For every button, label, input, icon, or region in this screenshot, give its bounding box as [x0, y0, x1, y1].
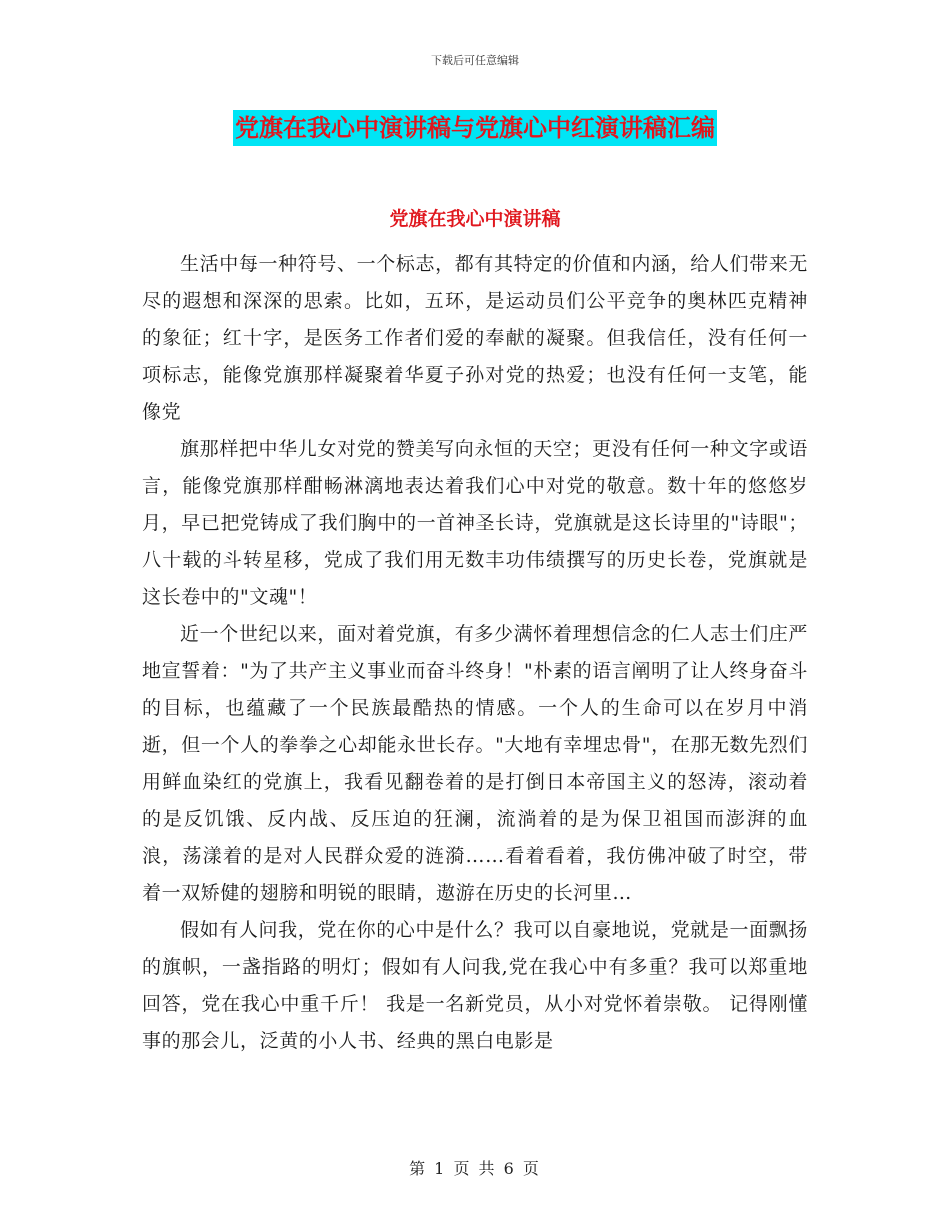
paragraph: 假如有人问我，党在你的心中是什么？我可以自豪地说，党就是一面飘扬的旗帜，一盏指路的明灯；假如有人问我,党在我心中有多重？我可以郑重地回答，党在我心中重千斤！ 我是一名新党员，从小对党怀着崇敬。 记得刚懂事的那会儿，泛黄的小人书、经典的黑白电影是 — [142, 919, 808, 1052]
document-body — [142, 246, 808, 1060]
document-title-text: 党旗在我心中演讲稿与党旗心中红演讲稿汇编 — [233, 110, 717, 146]
paragraph: 旗那样把中华儿女对党的赞美写向永恒的天空；更没有任何一种文字或语言，能像党旗那样酣畅淋漓地表达着我们心中对党的敬意。数十年的悠悠岁月，早已把党铸成了我们胸中的一首神圣长诗，党旗就是这长诗里的"诗眼"；八十载的斗转星移，党成了我们用无数丰功伟绩撰写的历史长卷，党旗就是这长卷中的"文魂"！ — [142, 438, 808, 608]
document-title — [0, 110, 950, 146]
paragraph: 生活中每一种符号、一个标志，都有其特定的价值和内涵，给人们带来无尽的遐想和深深的思索。比如，五环，是运动员们公平竞争的奥林匹克精神的象征；红十字，是医务工作者们爱的奉献的凝聚。但我信任，没有任何一项标志，能像党旗那样凝聚着华夏子孙对党的热爱；也没有任何一支笔，能像党 — [142, 253, 808, 423]
paragraph: 近一个世纪以来，面对着党旗，有多少满怀着理想信念的仁人志士们庄严地宣誓着："为了共产主义事业而奋斗终身！"朴素的语言阐明了让人终身奋斗的目标，也蕴藏了一个民族最酷热的情感。一个人的生命可以在岁月中消逝，但一个人的拳拳之心却能永世长存。"大地有幸埋忠骨"，在那无数先烈们用鲜血染红的党旗上，我看见翻卷着的是打倒日本帝国主义的怒涛，滚动着的是反饥饿、反内战、反压迫的狂澜，流淌着的是为保卫祖国而澎湃的血浪，荡漾着的是对人民群众爱的涟漪……看着看着，我仿佛冲破了时空，带着一双矫健的翅膀和明锐的眼睛，遨游在历史的长河里… — [142, 623, 808, 904]
page-header-note: 下载后可任意编辑 — [431, 54, 519, 67]
section-title: 党旗在我心中演讲稿 — [389, 208, 561, 230]
page-number-footer: 第 1 页 共 6 页 — [409, 1159, 541, 1178]
